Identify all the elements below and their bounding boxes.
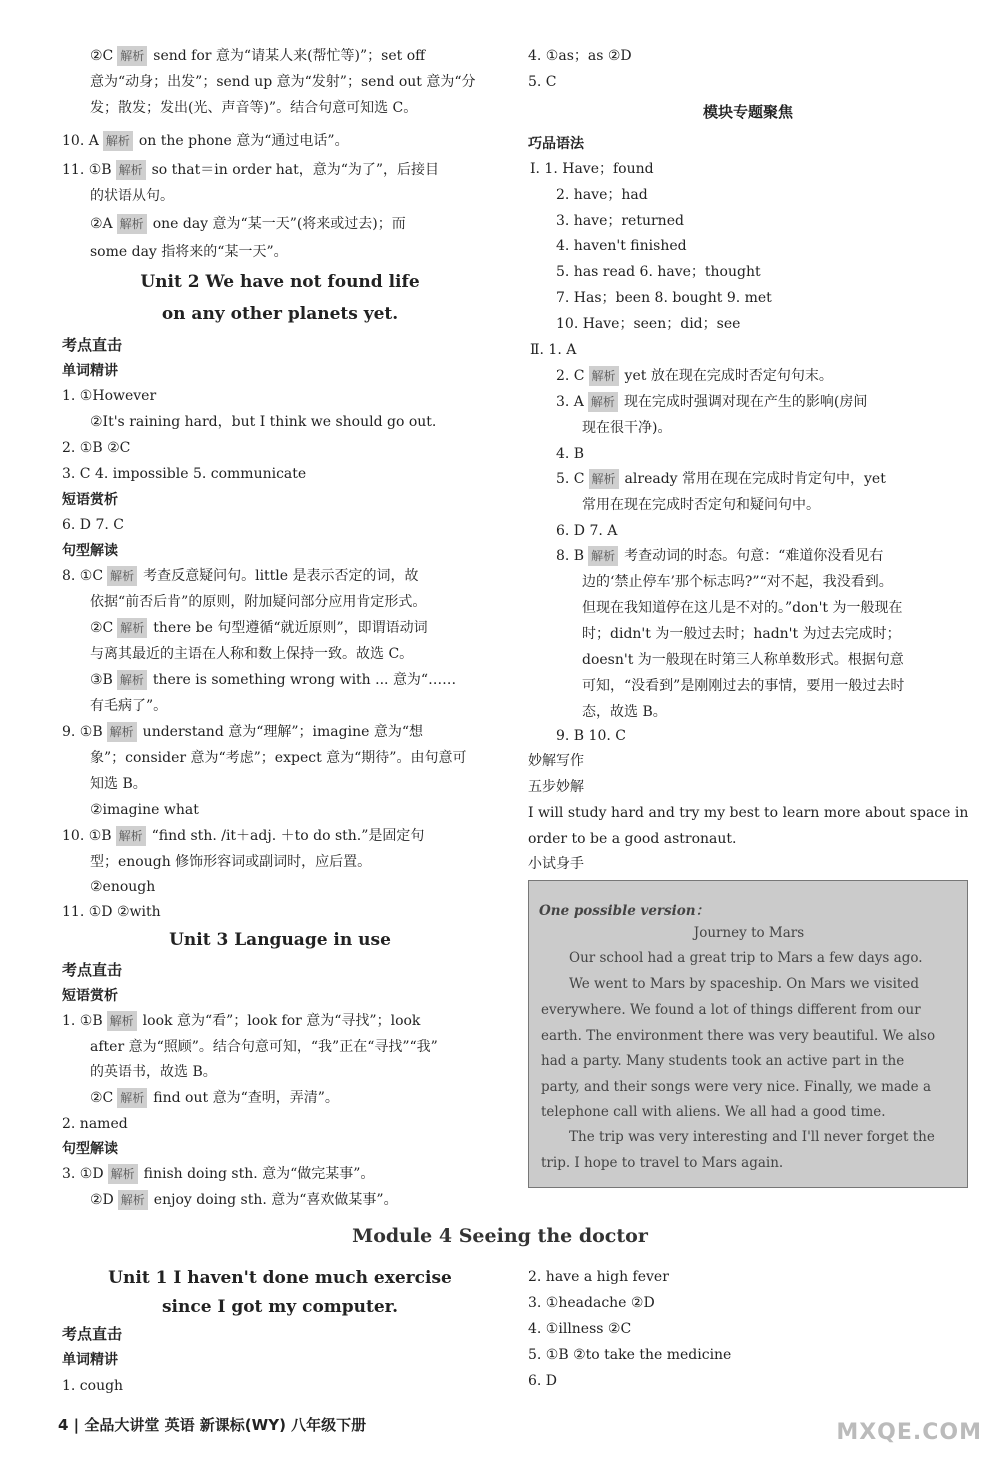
answer-line: 3. ①headache ②D [528, 1295, 655, 1311]
answer-line: 2. have a high fever [528, 1269, 669, 1285]
answer-line: 发；散发；发出(光、声音等)”。结合句意可知选 C。 [90, 100, 418, 116]
answer-line: 2. ①B ②C [62, 440, 131, 456]
unit3-title: Unit 3 Language in use [169, 930, 391, 950]
answer-line: 依据“前否后肯”的原则，附加疑问部分应用肯定形式。 [90, 594, 427, 610]
answer-line: ②enough [90, 879, 156, 895]
answer-line: 11. ①B 解析 so that＝in order hat，意为“为了”，后接目 [62, 162, 440, 178]
answer-line: 3. C 4. impossible 5. communicate [62, 466, 307, 482]
answer-line: doesn't 为一般现在时第三人称单数形式。根据句意 [582, 652, 904, 668]
subsection-heading: 巧品语法 [528, 136, 584, 152]
answer-line: 时；didn't 为一般过去时；hadn't 为过去完成时； [582, 626, 901, 642]
module-focus-title: 模块专题聚焦 [702, 103, 793, 121]
answer-line: 型；enough 修饰形容词或副词时，应后置。 [90, 854, 372, 870]
answer-line: 4. haven't finished [556, 238, 687, 254]
essay-line: Our school had a great trip to Mars a few days ago. [569, 950, 923, 966]
answer-line: 11. ①D ②with [62, 904, 161, 920]
answer-line: 2. have；had [556, 187, 648, 203]
answer-line: 3. A 解析 现在完成时强调对现在产生的影响(房间 [556, 394, 868, 410]
answer-line: 态，故选 B。 [582, 704, 667, 720]
subsection-heading: 句型解读 [62, 1141, 118, 1157]
answer-line: ②C 解析 there be 句型遵循“就近原则”，即谓语动词 [90, 620, 428, 636]
answer-line: 5. has read 6. have；thought [556, 264, 761, 280]
watermark: MXQE.COM [836, 1420, 982, 1445]
subsection-heading: 句型解读 [62, 543, 118, 559]
answer-line: 意为“动身；出发”；send up 意为“发射”；send out 意为“分 [90, 74, 476, 90]
m4-unit1-title: Unit 1 I haven't done much exercise [108, 1268, 452, 1288]
answer-line: 7. Has；been 8. bought 9. met [556, 290, 772, 306]
essay-line: trip. I hope to travel to Mars again. [541, 1155, 784, 1171]
essay-line: everywhere. We found a lot of things different from our [541, 1002, 921, 1018]
essay-title: Journey to Mars [693, 925, 805, 941]
subsection-heading: 五步妙解 [528, 779, 584, 795]
answer-line: 2. named [62, 1116, 128, 1132]
unit2-title-cont: on any other planets yet. [161, 304, 399, 324]
writing-sentence: I will study hard and try my best to learn more about space in [528, 805, 969, 821]
answer-line: 常用在现在完成时否定句和疑问句中。 [582, 497, 820, 513]
answer-line: 5. C [528, 74, 557, 90]
subsection-heading: 短语赏析 [62, 988, 118, 1004]
answer-line: 象”；consider 意为“考虑”；expect 意为“期待”。由句意可 [90, 750, 467, 766]
answer-line: 6. D 7. C [62, 517, 125, 533]
answer-line: some day 指将来的“某一天”。 [90, 244, 288, 260]
answer-line: Ⅱ. 1. A [530, 342, 577, 358]
answer-line: 可知，“没看到”是刚刚过去的事情，要用一般过去时 [582, 678, 905, 694]
answer-line: ②C 解析 find out 意为“查明，弄清”。 [90, 1090, 339, 1106]
sample-essay-box [528, 880, 968, 1188]
answer-line: 有毛病了”。 [90, 698, 168, 714]
answer-line: 9. B 10. C [556, 728, 626, 744]
answer-line: 4. ①as；as ②D [528, 48, 632, 64]
answer-line: 6. D [528, 1373, 558, 1389]
essay-line: We went to Mars by spaceship. On Mars we visited [569, 976, 919, 992]
essay-label: One possible version： [539, 903, 710, 919]
answer-line: 边的‘禁止停车’那个标志吗?”“对不起，我没看到。 [582, 574, 893, 590]
answer-line: ②imagine what [90, 802, 199, 818]
answer-line: 的状语从句。 [90, 188, 174, 204]
answer-line: 2. C 解析 yet 放在现在完成时否定句句末。 [556, 368, 833, 384]
answer-line: 9. ①B 解析 understand 意为“理解”；imagine 意为“想 [62, 724, 423, 740]
answer-line: 知选 B。 [90, 776, 147, 792]
answer-line: 10. Have；seen；did；see [556, 316, 741, 332]
answer-line: 但现在我知道停在这儿是不对的。”don't 为一般现在 [582, 600, 903, 616]
essay-line: earth. The environment there was very beautiful. We also [541, 1028, 936, 1044]
answer-line: 现在很干净)。 [582, 420, 672, 436]
answer-line: Ⅰ. 1. Have；found [530, 161, 654, 177]
answer-line: 4. ①illness ②C [528, 1321, 632, 1337]
answer-line: 与离其最近的主语在人称和数上保持一致。故选 C。 [90, 646, 414, 662]
section-heading: 考点直击 [62, 336, 123, 354]
section-heading: 考点直击 [62, 961, 123, 979]
essay-line: party, and their songs were very nice. Finally, we made a [541, 1079, 931, 1095]
subsection-heading: 小试身手 [528, 856, 584, 872]
answer-line: 10. A 解析 on the phone 意为“通过电话”。 [62, 133, 349, 149]
m4-unit1-title-cont: since I got my computer. [161, 1297, 399, 1317]
essay-line: The trip was very interesting and I'll never forget the [569, 1129, 935, 1145]
answer-line: 6. D 7. A [556, 523, 618, 539]
answer-line: 1. ①B 解析 look 意为“看”；look for 意为“寻找”；look [62, 1013, 421, 1029]
writing-sentence: order to be a good astronaut. [528, 831, 737, 847]
answer-line: ②C 解析 send for 意为“请某人来(帮忙等)”；set off [90, 48, 426, 64]
answer-line: 8. ①C 解析 考查反意疑问句。little 是表示否定的词，故 [62, 568, 419, 584]
answer-line: 的英语书，故选 B。 [90, 1064, 217, 1080]
answer-line: 8. B 解析 考查动词的时态。句意：“难道你没看见右 [556, 548, 884, 564]
answer-line: 5. ①B ②to take the medicine [528, 1347, 732, 1363]
answer-line: ③B 解析 there is something wrong with ... 意为“…… [90, 672, 457, 688]
subsection-heading: 单词精讲 [62, 363, 118, 379]
answer-line: ②D 解析 enjoy doing sth. 意为“喜欢做某事”。 [90, 1192, 398, 1208]
page-footer: 4 | 全品大讲堂 英语 新课标(WY) 八年级下册 [58, 1416, 367, 1434]
subsection-heading: 妙解写作 [528, 753, 584, 769]
module4-title: Module 4 Seeing the doctor [352, 1225, 648, 1247]
answer-line: 10. ①B 解析 “find sth. /it＋adj. ＋to do sth.”是固定句 [62, 828, 425, 844]
subsection-heading: 单词精讲 [62, 1352, 118, 1368]
answer-line: ②It's raining hard，but I think we should go out. [90, 414, 437, 430]
answer-line: after 意为“照顾”。结合句意可知，“我”正在“寻找”“我” [90, 1039, 438, 1055]
essay-line: telephone call with aliens. We all had a good time. [541, 1104, 886, 1120]
answer-line: 3. have；returned [556, 213, 684, 229]
answer-line: 5. C 解析 already 常用在现在完成时肯定句中，yet [556, 471, 886, 487]
answer-line: 3. ①D 解析 finish doing sth. 意为“做完某事”。 [62, 1166, 375, 1182]
answer-line: 4. B [556, 446, 585, 462]
subsection-heading: 短语赏析 [62, 492, 118, 508]
section-heading: 考点直击 [62, 1325, 123, 1343]
answer-line: ②A 解析 one day 意为“某一天”(将来或过去)；而 [90, 216, 406, 232]
answer-line: 1. ①However [62, 388, 157, 404]
essay-line: had a party. Many students took an active part in the [541, 1053, 905, 1069]
unit2-title: Unit 2 We have not found life [140, 272, 420, 292]
answer-line: 1. cough [62, 1378, 124, 1394]
